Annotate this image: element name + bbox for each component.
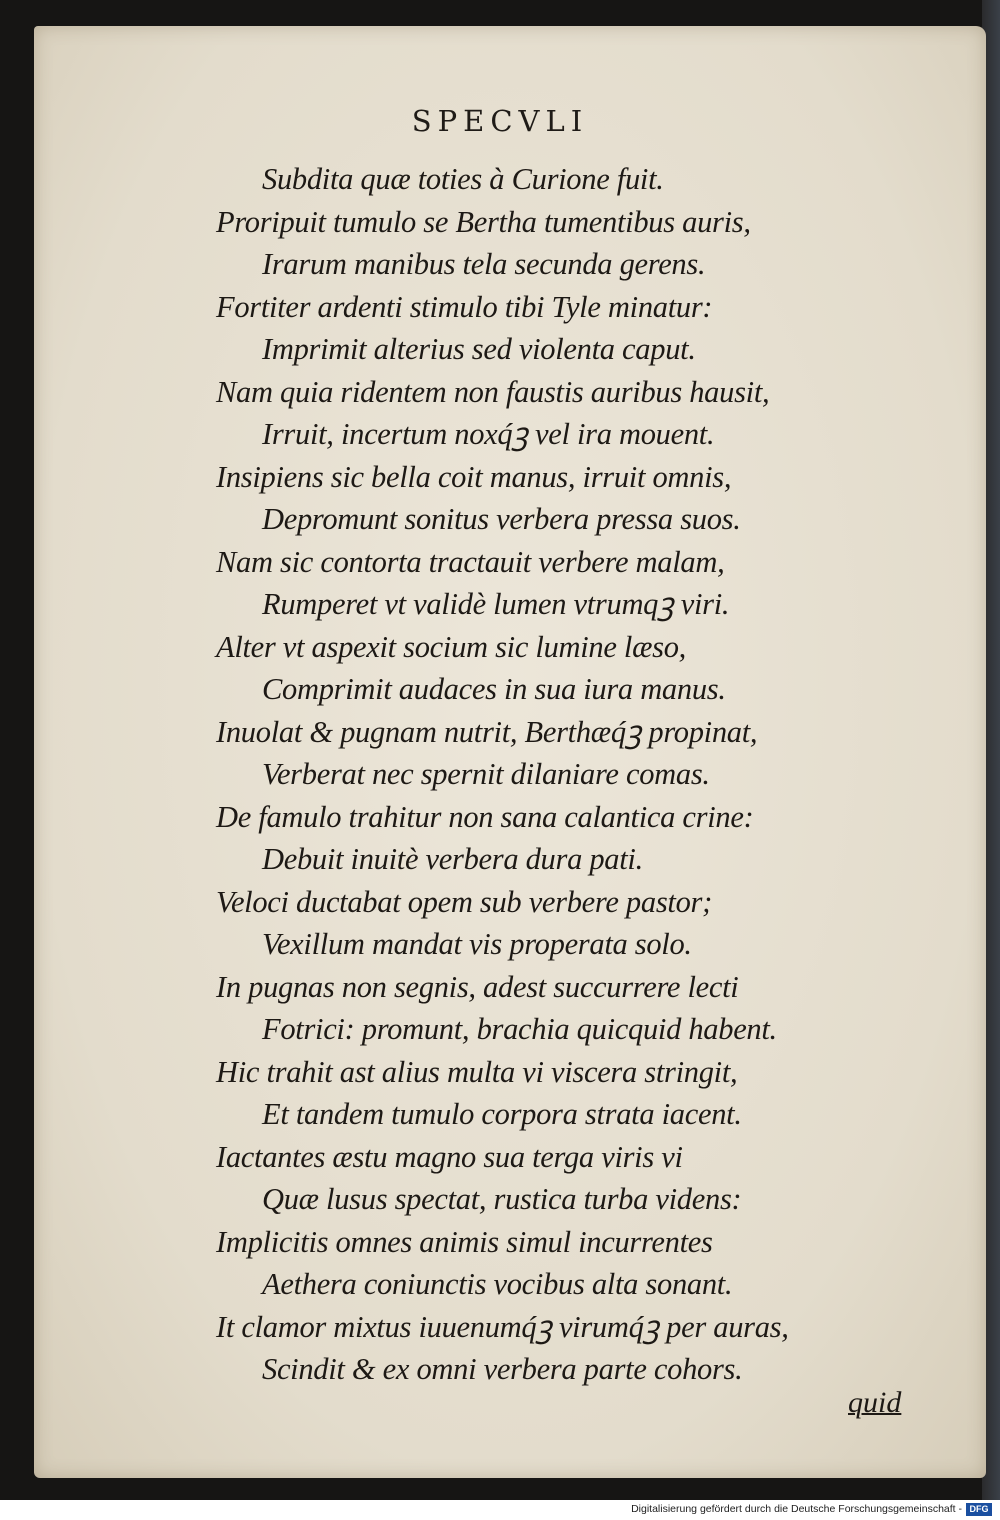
verse-line: It clamor mixtus iuuenumq́ꝫ virumq́ꝫ per auras, bbox=[216, 1309, 789, 1344]
verse-line: Verberat nec spernit dilaniare comas. bbox=[262, 757, 710, 791]
verse-line: Depromunt sonitus verbera pressa suos. bbox=[262, 502, 741, 536]
verse-line: Rumperet vt validè lumen vtrumqꝫ viri. bbox=[262, 587, 730, 621]
running-head: SPECVLI bbox=[411, 104, 589, 138]
footer-credit: Digitalisierung gefördert durch die Deutsche Forschungsgemeinschaft - bbox=[631, 1503, 962, 1515]
verse-line: Nam quia ridentem non faustis auribus hausit, bbox=[216, 374, 770, 409]
verse-line: Vexillum mandat vis properata solo. bbox=[262, 927, 692, 961]
verse-line: Inuolat & pugnam nutrit, Berthæq́ꝫ propinat, bbox=[216, 714, 758, 749]
verse-line: Scindit & ex omni verbera parte cohors. bbox=[262, 1352, 743, 1386]
verse-line: Et tandem tumulo corpora strata iacent. bbox=[262, 1097, 742, 1131]
verse-line: Proripuit tumulo se Bertha tumentibus auris, bbox=[216, 204, 751, 239]
verse-line: Irruit, incertum noxq́ꝫ vel ira mouent. bbox=[262, 417, 715, 451]
catchword: quid bbox=[848, 1386, 902, 1419]
verse-line: Debuit inuitè verbera dura pati. bbox=[262, 842, 643, 876]
verse-line: Imprimit alterius sed violenta caput. bbox=[262, 332, 696, 366]
verse-line: Irarum manibus tela secunda gerens. bbox=[262, 247, 706, 281]
verse-line: Comprimit audaces in sua iura manus. bbox=[262, 672, 726, 706]
verse-line: Aethera coniunctis vocibus alta sonant. bbox=[262, 1267, 733, 1301]
verse-line: Hic trahit ast alius multa vi viscera stringit, bbox=[216, 1054, 738, 1089]
verse-line: Fotrici: promunt, brachia quicquid habent. bbox=[262, 1012, 777, 1046]
verse-line: Insipiens sic bella coit manus, irruit omnis, bbox=[216, 459, 732, 494]
verse-line: De famulo trahitur non sana calantica crine: bbox=[216, 799, 754, 834]
dfg-logo-icon: DFG bbox=[966, 1503, 992, 1516]
verse-line: Alter vt aspexit socium sic lumine læso, bbox=[216, 629, 686, 664]
verse-line: Nam sic contorta tractauit verbere malam, bbox=[216, 544, 725, 579]
verse-line: Subdita quæ toties à Curione fuit. bbox=[262, 162, 664, 196]
verse-line: Veloci ductabat opem sub verbere pastor; bbox=[216, 884, 712, 919]
verse-line: Fortiter ardenti stimulo tibi Tyle minatur: bbox=[216, 289, 713, 324]
verse-line: Implicitis omnes animis simul incurrentes bbox=[216, 1224, 713, 1259]
verse-line: Iactantes æstu magno sua terga viris vi bbox=[216, 1139, 683, 1174]
verse-line: Quæ lusus spectat, rustica turba videns: bbox=[262, 1182, 742, 1216]
verse-text bbox=[0, 158, 1000, 1391]
footer-bar bbox=[0, 1500, 1000, 1520]
verse-line: In pugnas non segnis, adest succurrere lecti bbox=[216, 969, 739, 1004]
